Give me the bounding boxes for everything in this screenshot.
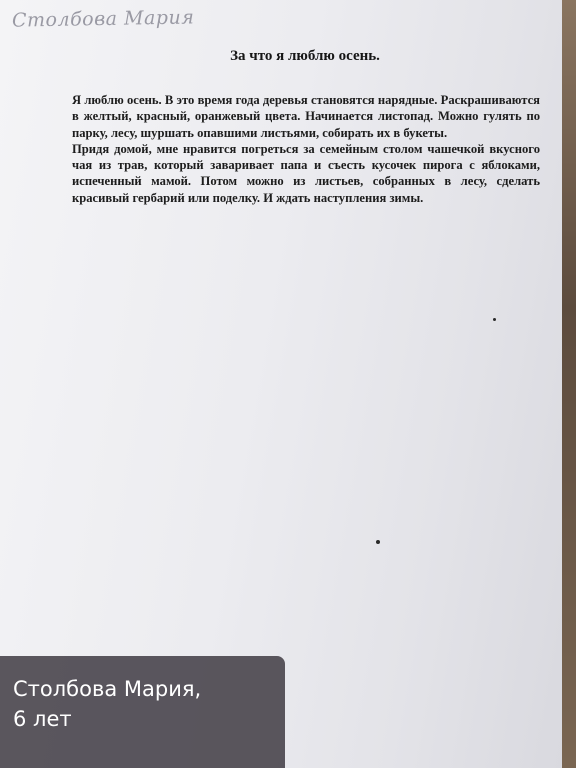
essay-body	[72, 92, 540, 206]
table-edge	[562, 0, 576, 768]
essay-paragraph-1: Я люблю осень. В это время года деревья становятся нарядные. Раскрашиваются в желтый, красный, оранжевый цвета. Начинается листопад. Можно гулять по парку, лесу, шуршать опавшими листьями, собирать их в букеты.	[72, 93, 540, 140]
ink-speck	[493, 318, 496, 321]
handwritten-name: Столбова Мария	[11, 6, 195, 32]
ink-speck	[376, 540, 380, 544]
caption-author-age: 6 лет	[13, 707, 72, 731]
essay-title: За что я люблю осень.	[230, 48, 380, 64]
essay-paragraph-2: Придя домой, мне нравится погреться за семейным столом чашечкой вкусного чая из трав, который заваривает папа и съесть кусочек пирога с яблоками, испеченный мамой. Потом можно из листьев, собранных в лесу, сделать красивый гербарий или поделку. И ждать наступления зимы.	[72, 141, 540, 205]
author-caption	[0, 656, 285, 768]
caption-author-name: Столбова Мария,	[13, 677, 202, 701]
